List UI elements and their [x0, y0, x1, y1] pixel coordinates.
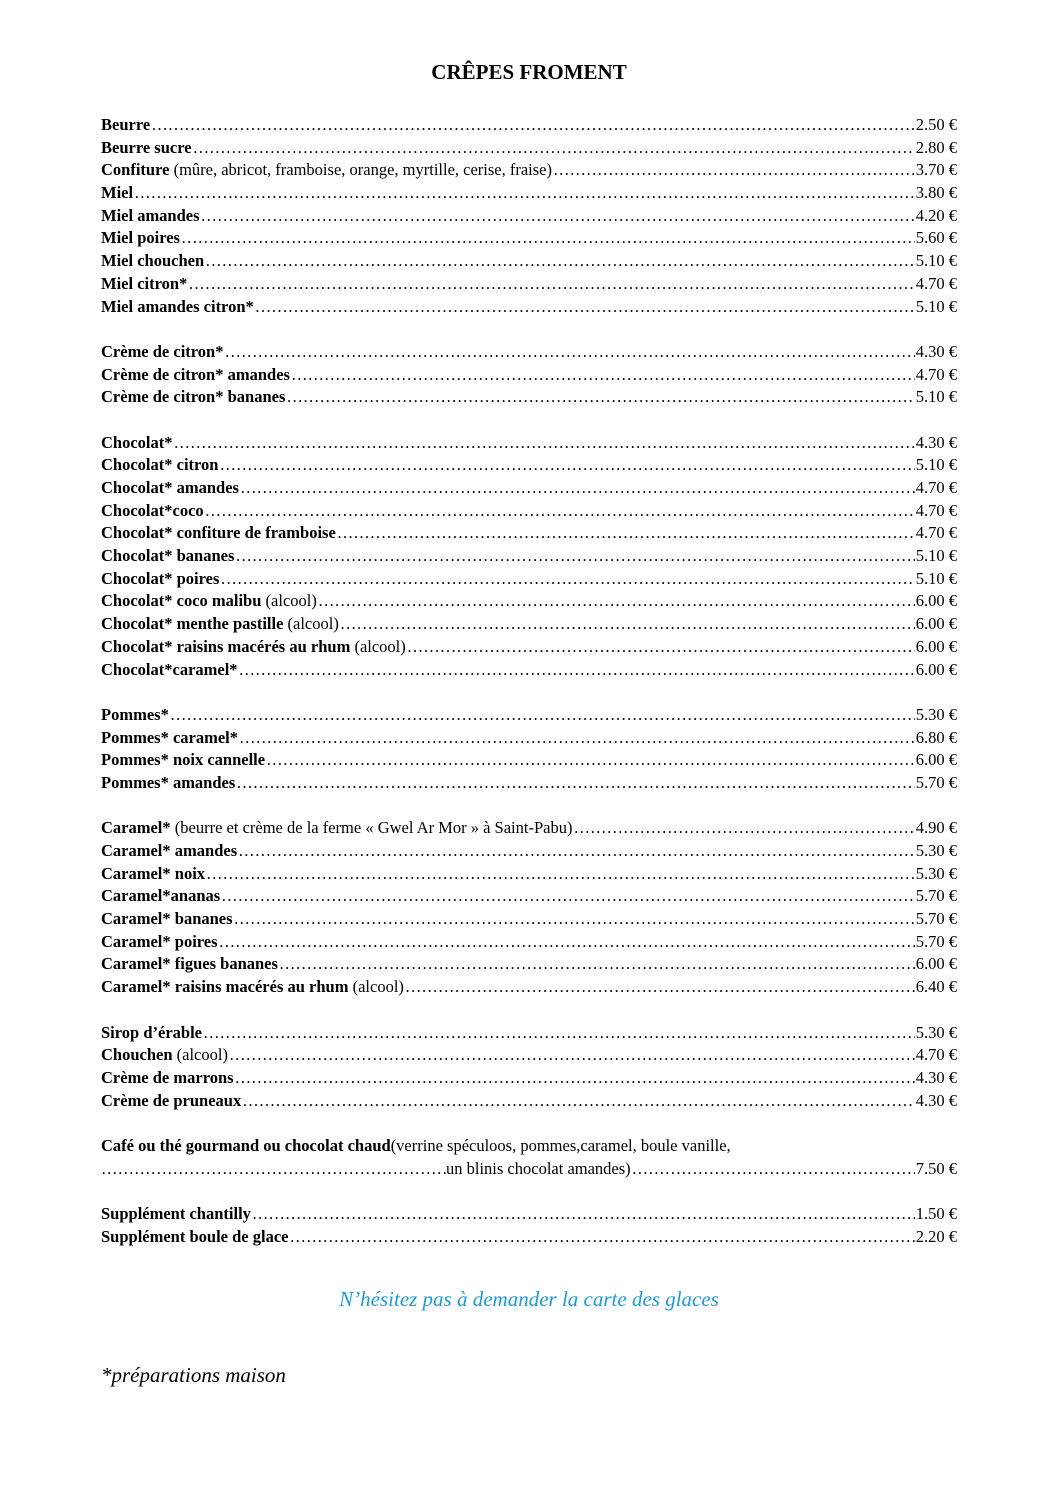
menu-item — [101, 727, 957, 750]
dot-leader — [286, 386, 914, 409]
dot-leader — [229, 1044, 915, 1067]
item-title: Miel chouchen — [101, 251, 205, 271]
item-title: Beurre sucre — [101, 137, 192, 157]
menu-item — [101, 182, 957, 205]
dot-leader — [236, 772, 914, 795]
dot-leader — [220, 568, 914, 591]
menu-item-name — [101, 953, 278, 976]
item-title: Miel amandes citron* — [101, 296, 254, 316]
item-price: 4.30 € — [915, 341, 957, 361]
menu-item — [101, 341, 957, 364]
section-gap — [101, 1112, 957, 1135]
menu-item — [101, 953, 957, 976]
item-title: Chocolat* citron — [101, 455, 219, 475]
menu-item-name — [101, 727, 238, 750]
dot-leader — [407, 636, 915, 659]
menu-item-name — [101, 341, 224, 364]
menu-item — [101, 114, 957, 137]
item-price: 6.00 € — [915, 636, 957, 656]
item-price: 6.00 € — [915, 750, 957, 770]
item-title: Chocolat* coco malibu — [101, 591, 262, 611]
item-price: 1.50 € — [915, 1204, 957, 1223]
ice-cream-menu-note: N’hésitez pas à demander la carte des glaces — [339, 1287, 719, 1311]
item-price: 4.20 € — [915, 205, 957, 225]
item-title: Sirop d’érable — [101, 1022, 202, 1042]
menu-item — [101, 636, 957, 659]
item-title: Beurre — [101, 115, 151, 134]
dot-leader — [219, 454, 914, 477]
dot-leader — [235, 545, 914, 568]
menu-title: CRÊPES FROMENT — [431, 60, 627, 84]
item-price: 5.60 € — [915, 228, 957, 248]
menu-item — [101, 704, 957, 727]
menu-item — [101, 772, 957, 795]
menu-item-name — [101, 1044, 228, 1067]
menu-item-name — [101, 227, 180, 250]
menu-item-name — [101, 159, 552, 182]
menu-item — [101, 931, 957, 954]
item-price: 4.70 € — [915, 523, 957, 543]
menu-item-name — [101, 636, 406, 659]
item-note: (alcool) — [350, 636, 406, 656]
item-price: 5.10 € — [915, 251, 957, 271]
menu-item-name — [101, 477, 239, 500]
item-price: 3.70 € — [915, 160, 957, 180]
item-price: 6.00 € — [915, 954, 957, 974]
menu-item-name — [101, 250, 204, 273]
menu-item-name — [101, 749, 265, 772]
dot-leader — [266, 749, 915, 772]
menu-item-name — [101, 1022, 202, 1045]
menu-item-name — [101, 432, 173, 455]
dot-leader — [181, 227, 915, 250]
item-title: Caramel*ananas — [101, 886, 221, 906]
item-price: 5.10 € — [915, 296, 957, 316]
item-title: Pommes* noix cannelle — [101, 750, 266, 770]
homemade-footnote: *préparations maison — [101, 1363, 286, 1387]
gourmand-line-1 — [101, 1135, 957, 1158]
item-title: Miel — [101, 183, 134, 203]
menu-list — [101, 114, 957, 1248]
menu-item-name — [101, 590, 317, 613]
menu-item-name — [101, 1067, 234, 1090]
menu-item-name — [101, 840, 237, 863]
menu-item — [101, 840, 957, 863]
item-title: Chocolat*coco — [101, 500, 204, 520]
item-price: 5.30 € — [915, 841, 957, 860]
dot-leader — [279, 953, 915, 976]
item-note: un blinis chocolat amandes) — [446, 1158, 631, 1178]
menu-item — [101, 500, 957, 523]
menu-item — [101, 908, 957, 931]
item-title: Crème de marrons — [101, 1067, 234, 1087]
menu-item — [101, 227, 957, 250]
item-price: 4.30 € — [915, 432, 957, 452]
menu-item-name — [101, 364, 290, 387]
item-title: Supplément chantilly — [101, 1204, 251, 1223]
item-price: 7.50 € — [915, 1158, 957, 1178]
menu-item-name — [101, 114, 150, 137]
item-price: 2.50 € — [915, 115, 957, 134]
menu-item — [101, 885, 957, 908]
item-title: Miel amandes — [101, 205, 200, 225]
menu-item — [101, 1203, 957, 1226]
dot-leader — [151, 114, 915, 137]
dot-leader — [318, 590, 915, 613]
menu-item — [101, 817, 957, 840]
menu-item-name — [101, 613, 339, 636]
dot-leader — [289, 1226, 914, 1249]
section-gap — [101, 999, 957, 1022]
item-title: Chocolat* menthe pastille — [101, 614, 284, 634]
dot-leader — [255, 296, 915, 319]
menu-item — [101, 137, 957, 160]
menu-item — [101, 613, 957, 636]
item-price: 4.70 € — [915, 500, 957, 520]
item-title: Chouchen — [101, 1045, 173, 1065]
item-price: 5.30 € — [915, 863, 957, 883]
item-note: (alcool) — [261, 591, 317, 611]
item-title: Miel citron* — [101, 273, 188, 293]
section-gap — [101, 681, 957, 704]
item-title: Caramel* amandes — [101, 841, 238, 860]
menu-item — [101, 1044, 957, 1067]
item-price: 4.90 € — [915, 818, 957, 838]
item-price: 5.10 € — [915, 455, 957, 475]
dot-leader — [201, 205, 915, 228]
menu-item-name — [101, 1203, 251, 1226]
item-price: 4.30 € — [915, 1090, 957, 1110]
dot-leader — [225, 341, 915, 364]
item-price: 4.70 € — [915, 1045, 957, 1065]
menu-item-name — [101, 931, 218, 954]
dot-leader — [174, 432, 915, 455]
item-title: Café ou thé gourmand ou chocolat chaud — [101, 1135, 391, 1155]
menu-item — [101, 568, 957, 591]
item-title: Chocolat* confiture de framboise — [101, 523, 336, 543]
menu-item-name — [101, 205, 200, 228]
menu-item — [101, 477, 957, 500]
section-gap — [101, 795, 957, 818]
section-gap — [101, 409, 957, 432]
menu-item-name — [101, 273, 187, 296]
dot-leader — [553, 159, 915, 182]
menu-item-name — [101, 545, 234, 568]
item-price: 2.20 € — [915, 1226, 957, 1246]
gourmand-line-2 — [101, 1158, 957, 1181]
item-price: 3.80 € — [915, 183, 957, 203]
item-price: 5.70 € — [915, 909, 957, 929]
menu-item-name — [101, 772, 235, 795]
dot-leader — [170, 704, 915, 727]
menu-item-name — [101, 863, 205, 886]
menu-item-name — [101, 885, 220, 908]
menu-item-name — [101, 659, 238, 682]
item-price: 5.10 € — [915, 387, 957, 407]
item-title: Pommes* caramel* — [101, 727, 238, 747]
item-title: Confiture — [101, 160, 170, 180]
menu-item-name — [101, 568, 219, 591]
item-title: Chocolat* bananes — [101, 546, 235, 566]
menu-item — [101, 522, 957, 545]
menu-item — [101, 590, 957, 613]
item-price: 5.10 € — [915, 546, 957, 566]
item-price: 5.70 € — [915, 772, 957, 792]
item-price: 4.70 € — [915, 273, 957, 293]
menu-item — [101, 432, 957, 455]
dot-leader — [239, 727, 915, 750]
menu-item-name — [101, 454, 218, 477]
item-title: Chocolat* raisins macérés au rhum — [101, 636, 351, 656]
dot-leader — [340, 613, 915, 636]
dot-leader — [101, 1158, 446, 1181]
item-title: Crème de pruneaux — [101, 1090, 242, 1110]
item-title: Crème de citron* bananes — [101, 387, 286, 407]
dot-leader — [205, 250, 915, 273]
menu-item — [101, 749, 957, 772]
dot-leader — [234, 908, 915, 931]
item-price: 5.10 € — [915, 568, 957, 588]
item-note: (alcool) — [283, 614, 339, 634]
item-note: (mûre, abricot, framboise, orange, myrtille, cerise, fraise) — [169, 160, 552, 180]
dot-leader — [221, 885, 915, 908]
menu-item-name — [101, 296, 254, 319]
menu-item-name — [101, 522, 336, 545]
item-title: Caramel* poires — [101, 931, 218, 951]
item-title: Miel poires — [101, 228, 180, 248]
item-title: Supplément boule de glace — [101, 1226, 289, 1246]
dot-leader — [205, 500, 915, 523]
menu-item — [101, 1022, 957, 1045]
item-price: 6.80 € — [915, 727, 957, 747]
dot-leader — [240, 477, 915, 500]
item-title: Pommes* — [101, 704, 169, 724]
item-title: Chocolat* — [101, 432, 173, 452]
item-title: Crème de citron* amandes — [101, 364, 290, 384]
dot-leader — [193, 137, 915, 160]
dot-leader — [239, 659, 915, 682]
dot-leader — [188, 273, 914, 296]
item-note: (alcool) — [172, 1045, 228, 1065]
menu-item — [101, 364, 957, 387]
dot-leader — [206, 863, 915, 886]
item-title: Chocolat* poires — [101, 568, 220, 588]
menu-item — [101, 659, 957, 682]
dot-leader — [405, 976, 915, 999]
menu-item — [101, 296, 957, 319]
item-price: 4.70 € — [915, 364, 957, 384]
item-title: Pommes* amandes — [101, 772, 236, 792]
menu-item — [101, 1090, 957, 1113]
item-price: 6.00 € — [915, 614, 957, 634]
item-note: (alcool) — [348, 977, 404, 997]
menu-item-name — [101, 500, 204, 523]
menu-item — [101, 545, 957, 568]
section-gap — [101, 1180, 957, 1203]
dot-leader — [203, 1022, 915, 1045]
item-price: 4.70 € — [915, 478, 957, 497]
item-title: Caramel* bananes — [101, 909, 233, 929]
dot-leader — [238, 840, 915, 863]
menu-item — [101, 454, 957, 477]
menu-item-name — [101, 976, 404, 999]
item-title: Caramel* — [101, 818, 171, 838]
menu-item-name — [101, 137, 192, 160]
item-title: Caramel* noix — [101, 863, 206, 883]
dot-leader — [337, 522, 915, 545]
menu-item — [101, 250, 957, 273]
item-title: Chocolat*caramel* — [101, 659, 238, 679]
item-price: 5.30 € — [915, 704, 957, 724]
item-title: Chocolat* amandes — [101, 478, 239, 497]
menu-item-name — [101, 182, 133, 205]
item-price: 6.00 € — [915, 591, 957, 611]
item-title: Crème de citron* — [101, 341, 224, 361]
menu-item — [101, 1226, 957, 1249]
menu-item — [101, 863, 957, 886]
item-price: 6.40 € — [915, 977, 957, 997]
dot-leader — [632, 1158, 915, 1181]
item-price: 4.30 € — [915, 1067, 957, 1087]
dot-leader — [134, 182, 915, 205]
item-price: 5.30 € — [915, 1022, 957, 1042]
menu-item-name — [101, 704, 169, 727]
menu-item — [101, 976, 957, 999]
dot-leader — [252, 1203, 915, 1226]
dot-leader — [219, 931, 915, 954]
item-price: 6.00 € — [915, 659, 957, 679]
menu-item-name — [101, 817, 572, 840]
menu-item — [101, 273, 957, 296]
item-note: (verrine spéculoos, pommes,caramel, boule vanille, — [390, 1135, 731, 1155]
item-title: Caramel* raisins macérés au rhum — [101, 977, 349, 997]
menu-item-name — [101, 1090, 241, 1113]
dot-leader — [242, 1090, 915, 1113]
menu-item — [101, 159, 957, 182]
section-gap — [101, 318, 957, 341]
menu-item-name — [101, 386, 285, 409]
dot-leader — [235, 1067, 915, 1090]
item-price: 5.70 € — [915, 931, 957, 951]
item-price: 5.70 € — [915, 886, 957, 906]
item-title: Caramel* figues bananes — [101, 954, 278, 974]
menu-item — [101, 386, 957, 409]
dot-leader — [573, 817, 914, 840]
item-price: 2.80 € — [915, 137, 957, 157]
menu-item-name — [101, 1226, 288, 1249]
dot-leader — [291, 364, 915, 387]
menu-item — [101, 205, 957, 228]
menu-item-name — [101, 908, 233, 931]
item-note: (beurre et crème de la ferme « Gwel Ar Mor » à Saint-Pabu) — [170, 818, 573, 838]
menu-item — [101, 1067, 957, 1090]
